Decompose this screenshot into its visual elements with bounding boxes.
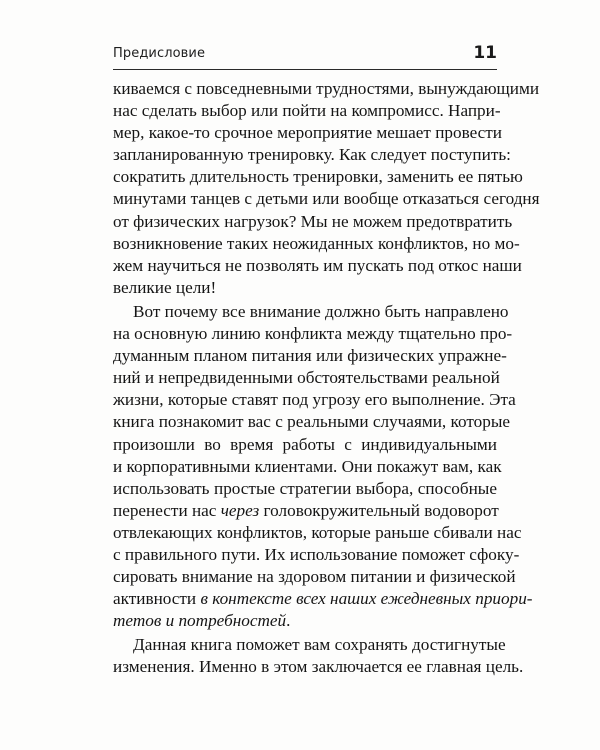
italic-run: в контексте всех наших ежедневных приори- bbox=[200, 589, 533, 609]
text-line: сировать внимание на здоровом питании и физической bbox=[113, 567, 516, 587]
text-line: Вот почему все внимание должно быть направлено bbox=[133, 301, 509, 321]
italic-run: через bbox=[220, 500, 260, 520]
text-run: . bbox=[286, 611, 291, 631]
text-line bbox=[113, 588, 533, 610]
text-run: активности bbox=[113, 589, 201, 609]
text-line: и корпоративными клиентами. Они покажут вам, как bbox=[113, 456, 502, 476]
italic-run: тетов и потребностей bbox=[113, 611, 287, 631]
paragraph-1 bbox=[113, 78, 540, 299]
text-line: минутами танцев с детьми или вообще отказаться сегодня bbox=[113, 189, 540, 209]
text-line: Данная книга поможет вам сохранять достигнутые bbox=[133, 635, 506, 655]
section-title: Предисловие bbox=[113, 46, 206, 61]
text-line: думанным планом питания или физических упражне- bbox=[113, 346, 507, 366]
text-line: великие цели! bbox=[113, 277, 217, 297]
text-line: нас сделать выбор или пойти на компромисс. Напри- bbox=[113, 101, 501, 121]
text-line: ний и непредвиденными обстоятельствами реальной bbox=[113, 368, 500, 388]
running-head bbox=[113, 44, 497, 66]
text-line: сократить длительность тренировки, заменить ее пятью bbox=[113, 167, 523, 187]
text-line: книга познакомит вас с реальными случаями, которые bbox=[113, 412, 511, 432]
text-line: запланированную тренировку. Как следует поступить: bbox=[113, 145, 511, 165]
text-line: жем научиться не позволять им пускать под откос наши bbox=[113, 255, 522, 275]
paragraph-3 bbox=[113, 634, 524, 678]
page-number: 11 bbox=[473, 43, 497, 63]
text-line: мер, какое-то срочное мероприятие мешает провести bbox=[113, 123, 502, 143]
text-line: возникновение таких неожиданных конфликтов, но мо- bbox=[113, 233, 520, 253]
text-line: жизни, которые ставят под угрозу его выполнение. Эта bbox=[113, 390, 516, 410]
text-line: использовать простые стратегии выбора, способные bbox=[113, 478, 497, 498]
text-line: на основную линию конфликта между тщательно про- bbox=[113, 324, 513, 344]
text-line: отвлекающих конфликтов, которые раньше сбивали нас bbox=[113, 522, 522, 542]
body-text bbox=[113, 78, 540, 679]
text-line: киваемся с повседневными трудностями, вынуждающими bbox=[113, 79, 540, 98]
text-run: головокружительный водоворот bbox=[259, 500, 499, 520]
text-run: перенести нас bbox=[113, 500, 221, 520]
text-line bbox=[113, 500, 497, 522]
text-line: произошли во время работы с индивидуальными bbox=[113, 434, 497, 454]
header-rule bbox=[113, 69, 497, 70]
paragraph-2 bbox=[113, 301, 533, 632]
text-line: от физических нагрузок? Мы не можем предотвратить bbox=[113, 211, 513, 231]
text-line bbox=[113, 610, 497, 632]
text-line: с правильного пути. Их использование поможет сфоку- bbox=[113, 544, 520, 564]
text-line: изменения. Именно в этом заключается ее главная цель. bbox=[113, 657, 524, 677]
